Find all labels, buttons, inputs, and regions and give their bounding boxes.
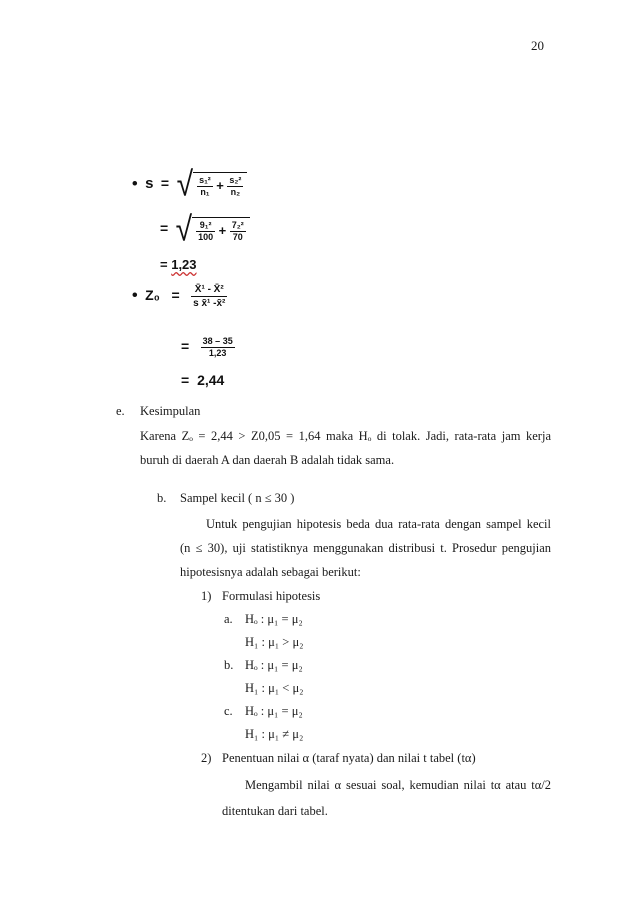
section-e-line1: Karena Zₒ = 2,44 > Z0,05 = 1,64 maka Hₒ di tolak. Jadi, rata-rata jam kerja — [140, 429, 551, 443]
formula-s-definition — [132, 165, 247, 204]
section-b-para-line2: (n ≤ 30), uji statistiknya menggunakan distribusi t. Prosedur pengujian — [180, 541, 551, 555]
fraction-s1: $\frac{\text{s₁²}}{\text{n₁}}$ — [199, 175, 211, 197]
step2-line2: ditentukan dari tabel. — [222, 804, 328, 818]
step2-title: Penentuan nilai α (taraf nyata) dan nilai t tabel (tα) — [222, 751, 476, 765]
hypothesis-c-marker: c. — [224, 704, 233, 718]
step1-title: Formulasi hipotesis — [222, 589, 321, 603]
page-number: 20 — [531, 38, 544, 53]
hypothesis-a-h0: Hₒ : μ₁ = μ₂ — [245, 612, 303, 626]
hypothesis-a-marker: a. — [224, 612, 233, 626]
formula-z-substitution: = $\frac{38 - 35}{1,23}$ — [181, 336, 233, 358]
fraction-z: $\frac{\text{X̄¹ - X̄²}}{\text{s x̄¹ -x̄²}}$ — [193, 284, 226, 309]
formula-s-substitution: = √ $\frac{\text{9₁²}}{100}$ + $\frac{\text{7₂²}}{70}$ — [160, 215, 250, 245]
section-b-title: Sampel kecil ( n ≤ 30 ) — [180, 491, 295, 505]
section-e-marker: e. — [116, 404, 125, 418]
hypothesis-b-h1: H₁ : μ₁ < μ₂ — [245, 681, 304, 695]
bullet-icon: • — [132, 286, 138, 304]
sqrt-expression: $\frac{\text{9₁²}}{100}$ + $\frac{\text{7₂²}}{70}$ — [192, 217, 250, 243]
sqrt-icon: √ — [175, 210, 193, 249]
formula-z-result: = 2,44 — [181, 372, 225, 388]
sqrt-icon: √ — [176, 165, 194, 204]
fraction-z-values: $\frac{38 - 35}{1,23}$ — [202, 336, 233, 358]
step1-marker: 1) — [201, 589, 212, 603]
z-label: Z₀ — [145, 286, 160, 303]
section-e-title: Kesimpulan — [140, 404, 201, 418]
formula-s-result: = 1,23 — [160, 257, 197, 272]
s-label: s — [145, 175, 154, 193]
step2-line1: Mengambil nilai α sesuai soal, kemudian nilai tα atau tα/2 — [245, 778, 551, 792]
z-result-value: 2,44 — [197, 372, 225, 388]
section-b-para-line3: hipotesisnya adalah sebagai berikut: — [180, 565, 361, 579]
hypothesis-b-marker: b. — [224, 658, 234, 672]
section-b-marker: b. — [157, 491, 167, 505]
section-e-line2: buruh di daerah A dan daerah B adalah tidak sama. — [140, 453, 395, 467]
hypothesis-a-h1: H₁ : μ₁ > μ₂ — [245, 635, 304, 649]
formula-z-definition: • Z₀ = $\frac{\text{X̄¹ - X̄²}}{\text{s x̄¹ -x̄²}}$ — [132, 284, 226, 309]
hypothesis-c-h0: Hₒ : μ₁ = μ₂ — [245, 704, 303, 718]
sqrt-expression: $\frac{\text{s₁²}}{\text{n₁}}$ + $\frac{\text{s₂²}}{\text{n₂}}$ — [193, 172, 247, 198]
section-b-para-line1: Untuk pengujian hipotesis beda dua rata-rata dengan sampel kecil — [206, 517, 551, 531]
fraction-s2: $\frac{\text{s₂²}}{\text{n₂}}$ — [229, 175, 242, 197]
hypothesis-c-h1: H₁ : μ₁ ≠ μ₂ — [245, 727, 304, 741]
bullet-icon: • — [132, 175, 138, 193]
s-result-value: 1,23 — [171, 257, 197, 272]
fraction-v2: $\frac{\text{7₂²}}{70}$ — [231, 220, 244, 242]
equals-sign: = — [160, 175, 170, 192]
fraction-v1: $\frac{\text{9₁²}}{100}$ — [198, 220, 214, 242]
step2-marker: 2) — [201, 751, 212, 765]
hypothesis-b-h0: Hₒ : μ₁ = μ₂ — [245, 658, 303, 672]
